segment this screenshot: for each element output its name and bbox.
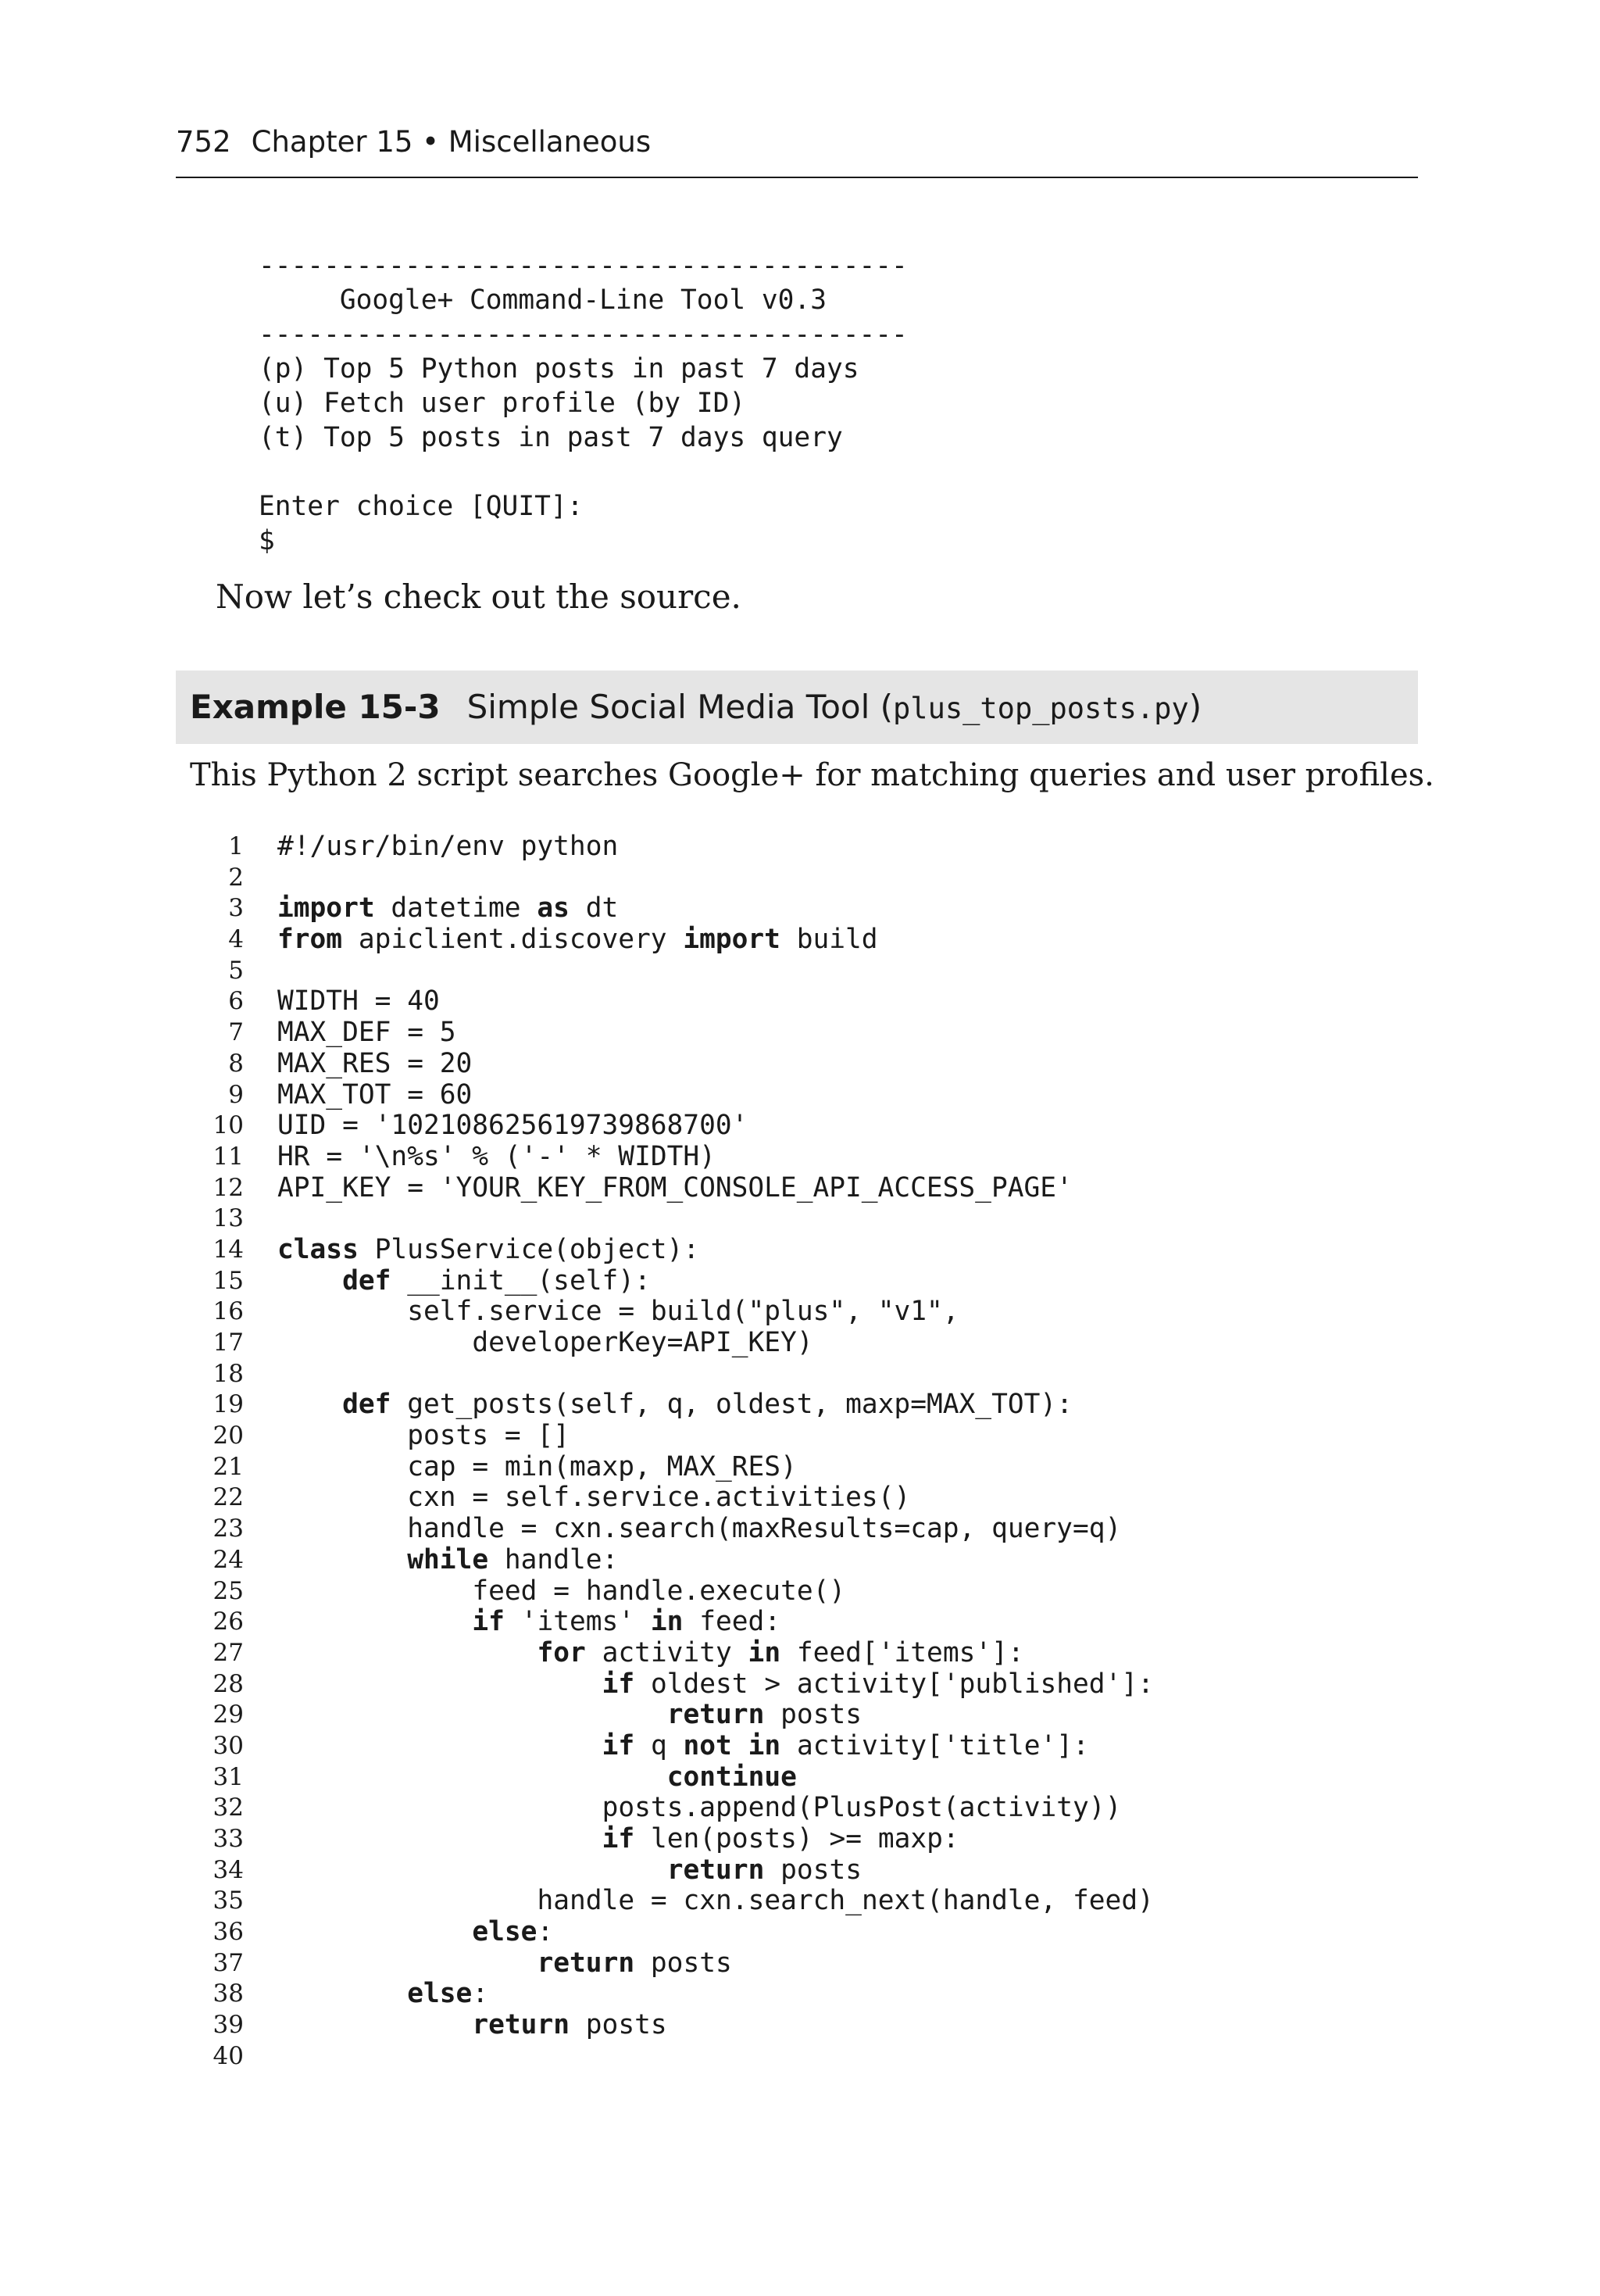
line-number: 39 — [212, 2011, 244, 2040]
code-text: class PlusService(object): — [277, 1233, 700, 1265]
console-line: Google+ Command-Line Tool v0.3 — [259, 284, 827, 316]
code-keyword: from — [277, 924, 343, 956]
code-text: posts = [] — [407, 1420, 570, 1452]
chapter-title: Chapter 15 • Miscellaneous — [251, 125, 652, 159]
line-number: 26 — [212, 1608, 244, 1636]
line-number: 37 — [212, 1948, 244, 1977]
line-number: 5 — [228, 956, 244, 985]
line-number: 40 — [212, 2041, 244, 2070]
code-line — [195, 956, 1367, 987]
header-rule — [176, 177, 1418, 178]
code-text: feed = handle.execute() — [472, 1575, 846, 1607]
code-line — [195, 1266, 1367, 1297]
code-line — [195, 1545, 1367, 1576]
code-line — [195, 1203, 1367, 1235]
code-line — [195, 1017, 1367, 1049]
code-keyword: class — [277, 1233, 359, 1265]
code-text: for activity in feed['items']: — [537, 1636, 1024, 1668]
code-keyword: as — [537, 892, 570, 924]
line-number: 32 — [212, 1794, 244, 1822]
code-line — [195, 1452, 1367, 1483]
code-line — [195, 893, 1367, 924]
example-title-box — [176, 671, 1418, 744]
code-line — [195, 2010, 1367, 2041]
code-keyword: in — [748, 1636, 781, 1668]
code-line — [195, 1110, 1367, 1142]
code-text: cap = min(maxp, MAX_RES) — [407, 1450, 797, 1482]
code-line — [195, 2041, 1367, 2072]
line-number: 22 — [212, 1483, 244, 1512]
intro-text: Now let’s check out the source. — [216, 578, 741, 616]
code-line — [195, 1514, 1367, 1545]
code-text: developerKey=API_KEY) — [472, 1327, 813, 1358]
line-number: 35 — [212, 1887, 244, 1915]
code-line — [195, 1482, 1367, 1514]
code-line — [195, 924, 1367, 956]
console-output — [259, 249, 908, 558]
line-number: 13 — [212, 1204, 244, 1233]
line-number: 33 — [212, 1825, 244, 1853]
code-line — [195, 1576, 1367, 1608]
example-heading — [190, 671, 1202, 744]
example-number: Example 15-3 — [190, 688, 441, 726]
code-line — [195, 1328, 1367, 1359]
line-number: 29 — [212, 1701, 244, 1729]
code-line — [195, 1638, 1367, 1669]
line-number: 38 — [212, 1979, 244, 2008]
code-keyword: in — [650, 1606, 684, 1638]
code-text: MAX_DEF = 5 — [277, 1017, 456, 1049]
code-text: MAX_RES = 20 — [277, 1047, 473, 1079]
code-text: cxn = self.service.activities() — [407, 1482, 911, 1514]
line-number: 10 — [212, 1111, 244, 1140]
code-text: import datetime as dt — [277, 892, 619, 924]
line-number: 20 — [212, 1422, 244, 1450]
line-number: 2 — [228, 863, 244, 892]
code-line — [195, 1235, 1367, 1266]
code-keyword: import — [683, 924, 780, 956]
code-text: API_KEY = 'YOUR_KEY_FROM_CONSOLE_API_ACCESS_PAGE' — [277, 1171, 1073, 1203]
code-text: posts.append(PlusPost(activity)) — [602, 1792, 1122, 1824]
line-number: 16 — [212, 1297, 244, 1326]
code-keyword: return — [472, 2009, 570, 2041]
code-text: #!/usr/bin/env python — [277, 831, 619, 862]
code-keyword: continue — [666, 1761, 797, 1793]
page-number: 752 — [176, 125, 231, 159]
line-number: 24 — [212, 1545, 244, 1574]
code-text: handle = cxn.search(maxResults=cap, query=q) — [407, 1513, 1122, 1545]
line-number: 4 — [228, 925, 244, 954]
code-line — [195, 831, 1367, 863]
code-text: def __init__(self): — [342, 1264, 651, 1296]
code-keyword: if — [602, 1823, 635, 1854]
running-header — [176, 119, 1418, 166]
code-keyword: if — [602, 1668, 635, 1700]
code-keyword: else — [472, 1916, 538, 1948]
line-number: 14 — [212, 1235, 244, 1264]
line-number: 3 — [228, 894, 244, 923]
code-text: def get_posts(self, q, oldest, maxp=MAX_TOT): — [342, 1389, 1073, 1421]
code-text: self.service = build("plus", "v1", — [407, 1296, 959, 1328]
code-line — [195, 1359, 1367, 1390]
code-line — [195, 1762, 1367, 1794]
line-number: 11 — [212, 1142, 244, 1171]
line-number: 1 — [228, 832, 244, 860]
line-number: 6 — [228, 987, 244, 1016]
code-text: if len(posts) >= maxp: — [602, 1823, 959, 1854]
code-line — [195, 1948, 1367, 1979]
code-keyword: import — [277, 892, 375, 924]
code-text: else: — [472, 1916, 554, 1948]
code-line — [195, 1080, 1367, 1111]
code-line — [195, 1917, 1367, 1948]
code-line — [195, 1824, 1367, 1855]
example-filename: plus_top_posts.py — [893, 692, 1189, 725]
code-text: UID = '102108625619739868700' — [277, 1110, 748, 1142]
code-text: if 'items' in feed: — [472, 1606, 781, 1638]
line-number: 18 — [212, 1359, 244, 1388]
line-number: 9 — [228, 1080, 244, 1109]
code-text: from apiclient.discovery import build — [277, 924, 878, 956]
code-text: HR = '\n%s' % ('-' * WIDTH) — [277, 1140, 716, 1172]
code-line — [195, 986, 1367, 1017]
code-text: else: — [407, 1978, 489, 2010]
code-line — [195, 1731, 1367, 1762]
console-line: Enter choice [QUIT]: — [259, 491, 584, 522]
code-text: while handle: — [407, 1543, 619, 1575]
code-keyword: if — [472, 1606, 505, 1638]
console-line: ---------------------------------------- — [259, 250, 908, 281]
line-number: 17 — [212, 1329, 244, 1357]
code-text: MAX_TOT = 60 — [277, 1078, 473, 1110]
code-keyword: def — [342, 1389, 391, 1421]
code-text: WIDTH = 40 — [277, 985, 440, 1017]
line-number: 15 — [212, 1266, 244, 1295]
console-line: $ — [259, 525, 275, 556]
console-line: (t) Top 5 posts in past 7 days query — [259, 422, 843, 453]
line-number: 30 — [212, 1731, 244, 1760]
example-caption: This Python 2 script searches Google+ for matching queries and user profiles. — [190, 757, 1434, 793]
code-line — [195, 1700, 1367, 1731]
code-line — [195, 1142, 1367, 1173]
code-line — [195, 1669, 1367, 1701]
code-line — [195, 1389, 1367, 1421]
code-text: return posts — [472, 2009, 667, 2041]
code-line — [195, 1173, 1367, 1204]
console-line — [259, 455, 908, 489]
code-keyword: if — [602, 1729, 635, 1761]
line-number: 27 — [212, 1638, 244, 1667]
line-number: 7 — [228, 1018, 244, 1047]
code-line — [195, 1607, 1367, 1638]
console-line: (u) Fetch user profile (by ID) — [259, 388, 746, 419]
code-keyword: return — [666, 1854, 765, 1886]
example-title-end: ) — [1188, 688, 1202, 726]
code-text: if oldest > activity['published']: — [602, 1668, 1154, 1700]
code-line — [195, 863, 1367, 894]
code-keyword: while — [407, 1543, 489, 1575]
line-number: 19 — [212, 1390, 244, 1419]
console-line: (p) Top 5 Python posts in past 7 days — [259, 353, 859, 384]
line-number: 8 — [228, 1049, 244, 1078]
code-line — [195, 1855, 1367, 1887]
line-number: 28 — [212, 1669, 244, 1698]
code-keyword: in — [748, 1729, 781, 1761]
line-number: 23 — [212, 1515, 244, 1543]
line-number: 36 — [212, 1918, 244, 1947]
code-keyword: return — [666, 1699, 765, 1731]
code-keyword: else — [407, 1978, 473, 2010]
line-number: 31 — [212, 1762, 244, 1791]
example-title: Simple Social Media Tool ( — [466, 688, 894, 726]
code-text — [277, 1762, 797, 1794]
code-keyword: return — [537, 1947, 635, 1979]
code-line — [195, 1421, 1367, 1452]
code-keyword: for — [537, 1636, 586, 1668]
line-number: 12 — [212, 1173, 244, 1202]
line-number: 25 — [212, 1576, 244, 1605]
code-listing — [195, 831, 1367, 2072]
code-keyword: not — [683, 1729, 732, 1761]
code-text: if q not in activity['title']: — [602, 1729, 1089, 1761]
code-line — [195, 1979, 1367, 2010]
code-line — [195, 1886, 1367, 1917]
code-keyword: def — [342, 1264, 391, 1296]
code-text: return posts — [537, 1947, 732, 1979]
line-number: 34 — [212, 1855, 244, 1884]
code-line — [195, 1793, 1367, 1824]
code-text: return posts — [666, 1699, 862, 1731]
code-line — [195, 1296, 1367, 1328]
code-text: handle = cxn.search_next(handle, feed) — [537, 1885, 1154, 1917]
console-line: ---------------------------------------- — [259, 319, 908, 350]
line-number: 21 — [212, 1452, 244, 1481]
code-text: return posts — [666, 1854, 862, 1886]
code-line — [195, 1049, 1367, 1080]
